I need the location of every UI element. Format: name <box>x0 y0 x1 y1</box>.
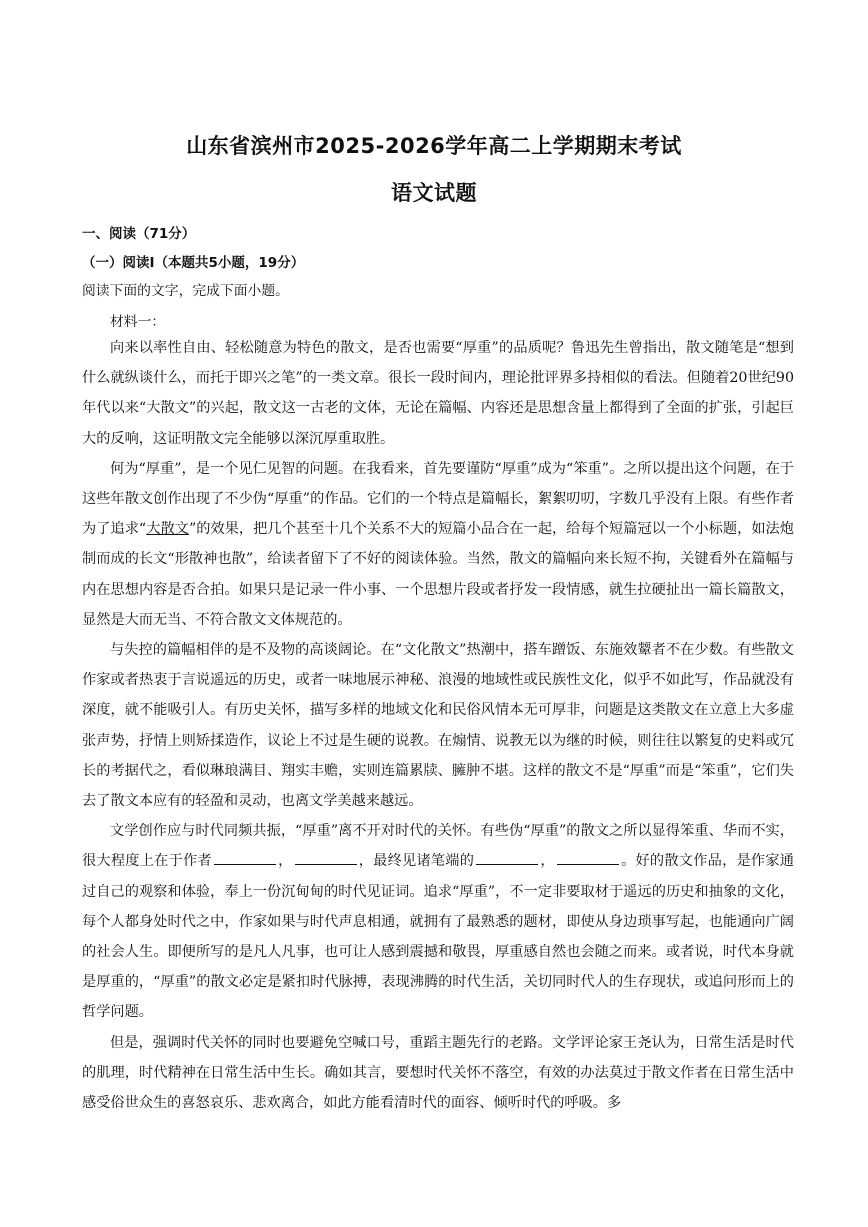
paragraph-2-part-b: ”的效果，把几个甚至十几个关系不大的短篇小品合在一起，给每个短篇冠以一个小标题，如法炮制而成的长文“形散神也散”，给读者留下了不好的阅读体验。当然，散文的篇幅向来长短不拘，关键看外在篇幅与内在思想内容是否合拍。如果只是记录一件小事、一个思想片段或者抒发一段情感，就生拉硬扯出一篇长篇散文，显然是大而无当、不符合散文文体规范的。 <box>82 521 794 628</box>
passage-body <box>82 333 794 1118</box>
answer-blank-1[interactable] <box>214 850 276 865</box>
separator-comma: ， <box>277 853 293 870</box>
paragraph-4-part-b: ，最终见诸笔端的 <box>358 853 475 870</box>
section-heading-reading: 一、阅读（71分） <box>82 226 196 242</box>
page-title: 山东省滨州市2025-2026学年高二上学期期末考试 <box>186 134 682 158</box>
paragraph-1: 向来以率性自由、轻松随意为特色的散文，是否也需要“厚重”的品质呢？鲁迅先生曾指出，散文随笔是“想到什么就纵谈什么，而托于即兴之笔”的一类文章。很长一段时间内，理论批评界多持相似的看法。但随着20世纪90年代以来“大散文”的兴起，散文这一古老的文体，无论在篇幅、内容还是思想含量上都得到了全面的扩张，引起巨大的反响，这证明散文完全能够以深沉厚重取胜。 <box>82 340 794 447</box>
instruction-text: 阅读下面的文字，完成下面小题。 <box>82 283 289 299</box>
section-heading-reading-1: （一）阅读Ⅰ（本题共5小题，19分） <box>82 255 305 271</box>
material-label: 材料一： <box>110 314 166 330</box>
paragraph-5: 但是，强调时代关怀的同时也要避免空喊口号，重蹈主题先行的老路。文学评论家王尧认为，日常生活是时代的肌理，时代精神在日常生活中生长。确如其言，要想时代关怀不落空，有效的办法莫过于散文作者在日常生活中感受俗世众生的喜怒哀乐、悲欢离合，如此方能看清时代的面容、倾听时代的呼吸。多 <box>82 1034 794 1112</box>
answer-blank-4[interactable] <box>557 850 619 865</box>
answer-blank-3[interactable] <box>476 850 538 865</box>
answer-blank-2[interactable] <box>295 850 357 865</box>
paragraph-2-part-a: 何为“厚重”，是一个见仁见智的问题。在我看来，首先要谨防“厚重”成为“笨重”。之所以提出这个问题，在于这些年散文创作出现了不少伪“厚重”的作品。它们的一个特点是篇幅长，絮絮叨叨，字数几乎没有上限。有些作者为了追求“ <box>82 460 794 538</box>
underlined-term: 大散文 <box>146 521 189 538</box>
paragraph-3: 与失控的篇幅相伴的是不及物的高谈阔论。在“文化散文”热潮中，搭车蹭饭、东施效颦者不在少数。有些散文作家或者热衷于言说遥远的历史，或者一味地展示神秘、浪漫的地域性或民族性文化，似乎不如此写，作品就没有深度，就不能吸引人。有历史关怀，描写多样的地域文化和民俗风情本无可厚非，问题是这类散文在立意上大多虚张声势，抒情上则矫揉造作，议论上不过是生硬的说教。在煽情、说教无以为继的时候，则往往以繁复的史料或冗长的考据代之，看似琳琅满目、翔实丰赡，实则连篇累牍、臃肿不堪。这样的散文不是“厚重”而是“笨重”，它们失去了散文本应有的轻盈和灵动，也离文学美越来越远。 <box>82 642 794 810</box>
paragraph-2 <box>82 454 794 635</box>
paragraph-4-part-a: 文学创作应与时代同频共振，“厚重”离不开对时代的关怀。有些伪“厚重”的散文之所以显得笨重、华而不实，很大程度上在于作者 <box>82 823 794 870</box>
paragraph-4-part-c: 。好的散文作品，是作家通过自己的观察和体验，奉上一份沉甸甸的时代见证词。追求“厚重”，不一定非要取材于遥远的历史和抽象的文化，每个人都身处时代之中，作家如果与时代声息相通，就拥有了最熟悉的题材，即使从身边琐事写起，也能通向广阔的社会人生。即便所写的是凡人凡事，也可让人感到震撼和敬畏，厚重感自然也会随之而来。或者说，时代本身就是厚重的，“厚重”的散文必定是紧扣时代脉搏，表现沸腾的时代生活，关切同时代人的生存现状，或追问形而上的哲学问题。 <box>82 853 794 1021</box>
page-subtitle: 语文试题 <box>391 181 477 205</box>
separator-comma: ， <box>540 853 555 870</box>
paragraph-4 <box>82 816 794 1027</box>
